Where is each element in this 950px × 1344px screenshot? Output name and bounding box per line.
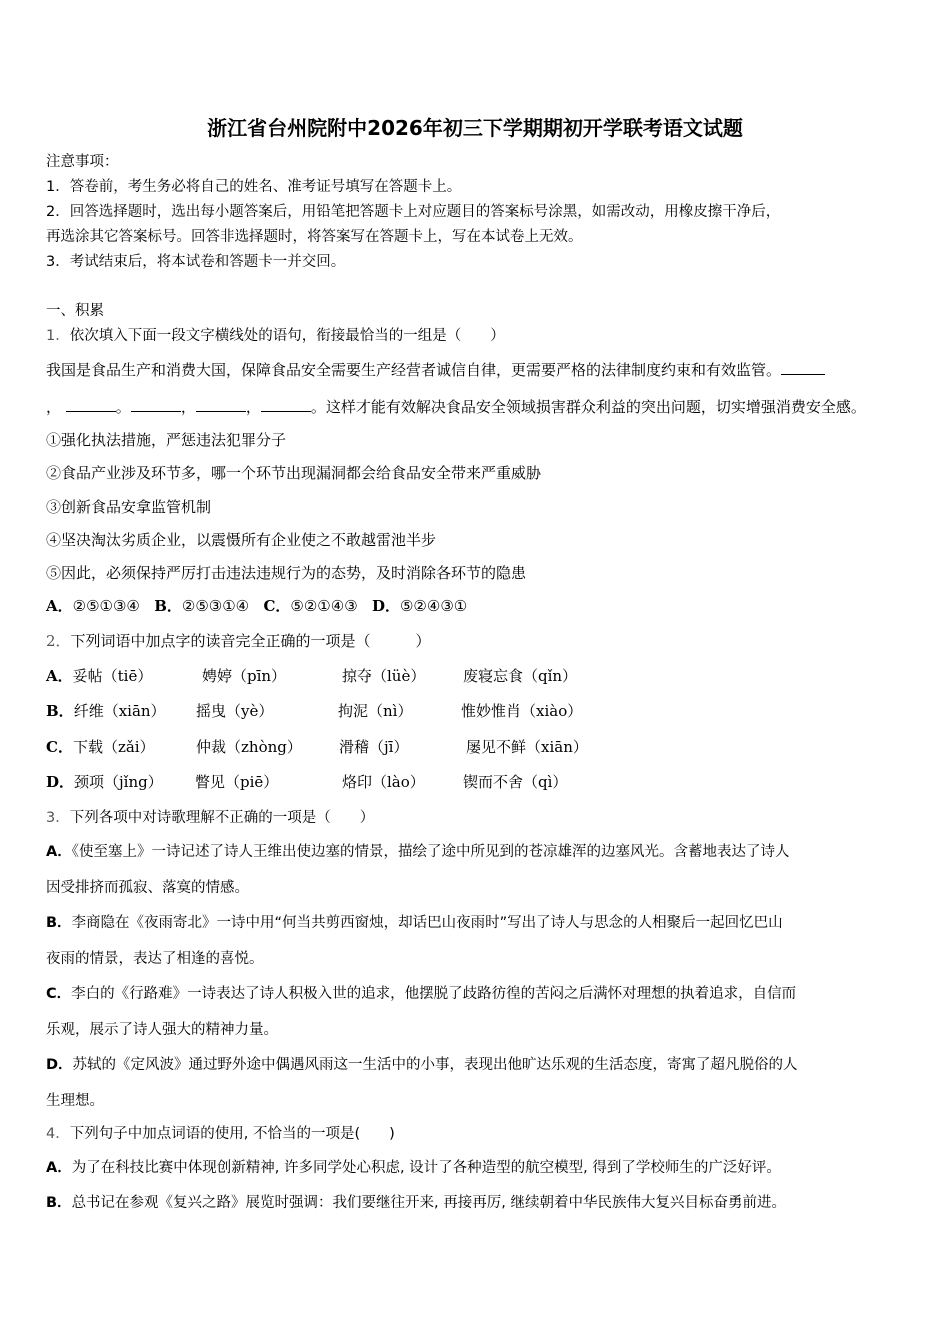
word-item: 仲裁（zhòng） [196, 738, 302, 756]
punctuation: ， [46, 398, 62, 416]
q1-statement: ④坚决淘汰劣质企业，以震慑所有企业使之不敢越雷池半步 [46, 531, 437, 549]
notice-item: 再选涂其它答案标号。回答非选择题时，将答案写在答题卡上，写在本试卷上无效。 [46, 229, 583, 245]
answer-blank[interactable] [196, 397, 246, 412]
question-text: 下列各项中对诗歌理解不正确的一项是（ ） [69, 810, 375, 826]
word-item: 屡见不鲜（xiān） [466, 738, 588, 756]
answer-blank[interactable] [781, 360, 825, 375]
option-label: B． [46, 1195, 72, 1211]
option-label: C． [46, 738, 73, 756]
answer-blank[interactable] [66, 397, 116, 412]
q1-options [46, 596, 467, 616]
question-text: 下列词语中加点字的读音完全正确的一项是（ ） [70, 632, 431, 650]
option-label: D． [46, 773, 75, 791]
q1-statement: ⑤因此，必须保持严厉打击违法违规行为的态势，及时消除各环节的隐患 [46, 564, 527, 582]
word-item: 摇曳（yè） [196, 702, 274, 720]
option-label: B． [154, 597, 182, 615]
option-label: B． [46, 702, 74, 720]
option-text: 生理想。 [46, 1093, 104, 1109]
notice-heading: 注意事项： [46, 154, 119, 170]
page-title: 浙江省台州院附中2026年初三下学期期初开学联考语文试题 [207, 116, 743, 140]
q4-option-b[interactable] [46, 1193, 786, 1213]
option-text: ②⑤①③④ [72, 597, 140, 615]
question-number: 3． [46, 810, 70, 826]
question-4-stem [46, 1124, 395, 1144]
answer-blank[interactable] [261, 397, 311, 412]
notice-item: 3．考试结束后，将本试卷和答题卡一并交回。 [46, 254, 346, 270]
option-text: ②⑤③①④ [181, 597, 250, 615]
word-item: 纤维（xiān） [73, 702, 166, 720]
option-label: C． [263, 597, 291, 615]
answer-blank[interactable] [131, 397, 181, 412]
q4-option-a[interactable] [46, 1158, 781, 1178]
option-b[interactable] [154, 597, 249, 615]
option-text: 夜雨的情景，表达了相逢的喜悦。 [46, 951, 264, 967]
word-item: 瞥见（piē） [195, 773, 279, 791]
option-text: 乐观，展示了诗人强大的精神力量。 [46, 1022, 278, 1038]
question-number: 4． [46, 1126, 70, 1142]
option-text: 李商隐在《夜雨寄北》一诗中用“何当共剪西窗烛，却话巴山夜雨时”写出了诗人与思念的人相聚后一起回忆巴山 [71, 915, 783, 931]
option-label: D． [371, 597, 400, 615]
q1-statement: ③创新食品安拿监管机制 [46, 498, 212, 516]
option-text: ⑤②④③① [399, 597, 468, 615]
option-text: 苏轼的《定风波》通过野外途中偶遇风雨这一生活中的小事，表现出他旷达乐观的生活态度，寄寓了超凡脱俗的人 [72, 1057, 798, 1073]
option-label: D． [46, 1057, 73, 1073]
notice-item: 2．回答选择题时，选出每小题答案后，用铅笔把答题卡上对应题目的答案标号涂黑，如需改动，用橡皮擦干净后， [46, 204, 781, 220]
option-label: B． [46, 915, 72, 931]
option-text: 《使至塞上》一诗记述了诗人王维出使边塞的情景，描绘了途中所见到的苍凉雄浑的边塞风光。含蓄地表达了诗人 [71, 844, 790, 860]
question-3-stem [46, 808, 374, 828]
word-item: 拘泥（nì） [338, 702, 413, 720]
passage-text: 。这样才能有效解决食品安全领域损害群众利益的突出问题，切实增强消费安全感。 [310, 398, 866, 416]
punctuation: ， [245, 398, 261, 416]
question-text: 依次填入下面一段文字横线处的语句，衔接最恰当的一组是（ ） [69, 328, 505, 344]
word-item: 锲而不舍（qì） [463, 773, 568, 791]
option-label: A． [46, 667, 73, 685]
word-item: 烙印（lào） [342, 773, 425, 791]
question-2-stem [46, 631, 431, 651]
question-number: 1． [46, 328, 70, 344]
option-text: 李白的《行路难》一诗表达了诗人积极入世的追求，他摆脱了歧路彷徨的苦闷之后满怀对理想的执着追求，自信而 [71, 986, 797, 1002]
option-text: 为了在科技比赛中体现创新精神, 许多同学处心积虑, 设计了各种造型的航空模型, 得到了学校师生的广泛好评。 [71, 1160, 781, 1176]
option-label: A． [46, 1160, 72, 1176]
passage-text: 我国是食品生产和消费大国，保障食品安全需要生产经营者诚信自律，更需要严格的法律制度约束和有效监管。 [46, 361, 782, 379]
word-item: 下载（zǎi） [72, 738, 155, 756]
question-number: 2． [46, 632, 71, 650]
option-label: A． [46, 597, 73, 615]
question-text: 下列句子中加点词语的使用, 不恰当的一项是( ) [69, 1126, 395, 1142]
word-item: 妥帖（tiē） [72, 667, 153, 685]
word-item: 废寝忘食（qǐn） [463, 667, 578, 685]
word-item: 惟妙惟肖（xiào） [461, 702, 583, 720]
option-a[interactable] [46, 597, 140, 615]
q1-passage-line1 [46, 360, 825, 380]
option-c[interactable] [263, 597, 357, 615]
q1-passage-line2 [46, 397, 866, 417]
option-text: ⑤②①④③ [290, 597, 358, 615]
section-heading: 一、积累 [46, 303, 104, 319]
option-label: C． [46, 986, 72, 1002]
question-1-stem [46, 326, 505, 346]
q1-statement: ①强化执法措施，严惩违法犯罪分子 [46, 431, 287, 449]
notice-item: 1．答卷前，考生务必将自己的姓名、准考证号填写在答题卡上。 [46, 179, 462, 195]
q1-statement: ②食品产业涉及环节多，哪一个环节出现漏洞都会给食品安全带来严重威胁 [46, 464, 542, 482]
word-item: 滑稽（jī） [339, 738, 409, 756]
option-label: A． [46, 844, 72, 860]
option-text: 总书记在参观《复兴之路》展览时强调：我们要继往开来, 再接再厉, 继续朝着中华民族伟大复兴目标奋勇前进。 [71, 1195, 786, 1211]
punctuation: 。 [115, 398, 131, 416]
word-item: 颈项（jǐng） [74, 773, 163, 791]
option-text: 因受排挤而孤寂、落寞的情感。 [46, 880, 249, 896]
word-item: 娉婷（pīn） [202, 667, 287, 685]
word-item: 掠夺（lüè） [342, 667, 426, 685]
option-d[interactable] [372, 597, 467, 615]
punctuation: ， [180, 398, 196, 416]
